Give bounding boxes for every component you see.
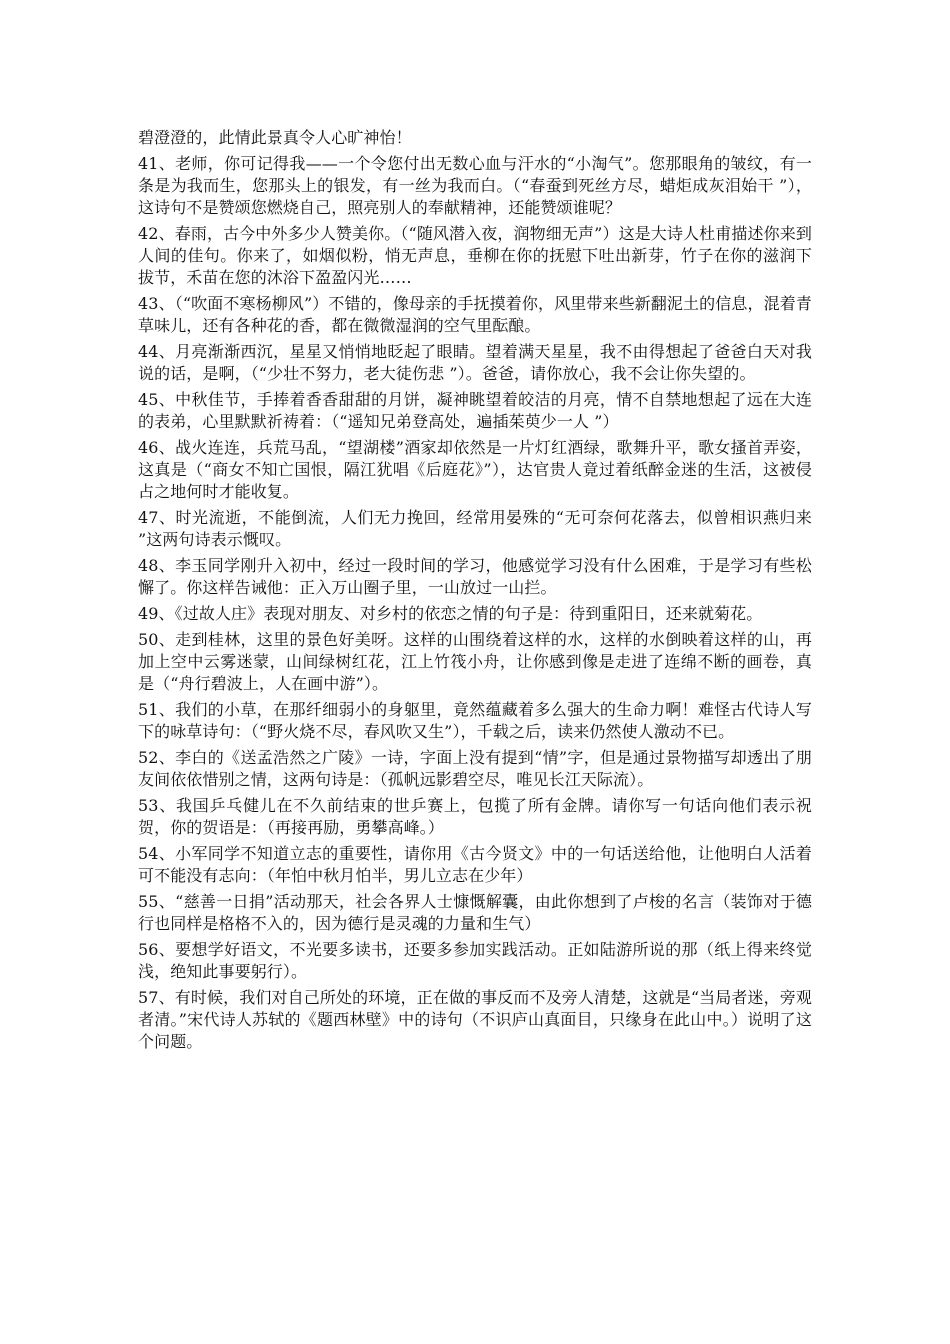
paragraph-item-42: 42、春雨，古今中外多少人赞美你。（“随风潜入夜，润物细无声”）这是大诗人杜甫描述你来到人间的佳句。你来了，如烟似粉，悄无声息，垂柳在你的抚慰下吐出新芽，竹子在你的滋润下拔节，禾苗在您的沐浴下盈盈闪光……: [138, 224, 812, 287]
paragraph-item-50: 50、走到桂林，这里的景色好美呀。这样的山围绕着这样的水，这样的水倒映着这样的山，再加上空中云雾迷蒙，山间绿树红花，江上竹筏小舟，让你感到像是走进了连绵不断的画卷，真是（“舟行碧波上，人在画中游”）。: [138, 630, 812, 693]
paragraph-item-51: 51、我们的小草，在那纤细弱小的身躯里，竟然蕴藏着多么强大的生命力啊！难怪古代诗人写下的咏草诗句：（“野火烧不尽，春风吹又生”），千载之后，读来仍然使人激动不已。: [138, 700, 812, 741]
paragraph-item-52: 52、李白的《送孟浩然之广陵》一诗，字面上没有提到“情”字，但是通过景物描写却透出了朋友间依依惜别之情，这两句诗是：（孤帆远影碧空尽，唯见长江天际流）。: [138, 748, 812, 789]
paragraph-item-49: 49、《过故人庄》表现对朋友、对乡村的依恋之情的句子是：待到重阳日，还来就菊花。: [138, 604, 763, 623]
paragraph-item-43: 43、（“吹面不寒杨柳风”）不错的，像母亲的手抚摸着你，风里带来些新翻泥土的信息，混着青草味儿，还有各种花的香，都在微微湿润的空气里酝酿。: [138, 294, 812, 335]
paragraph-item-46: 46、战火连连，兵荒马乱，“望湖楼”酒家却依然是一片灯红酒绿，歌舞升平，歌女搔首弄姿，这真是（“商女不知亡国恨，隔江犹唱《后庭花》”），达官贵人竟过着纸醉金迷的生活，这被侵占之地何时才能收复。: [138, 438, 812, 501]
paragraph-item-54: 54、小军同学不知道立志的重要性，请你用《古今贤文》中的一句话送给他，让他明白人活着可不能没有志向：（年怕中秋月怕半，男儿立志在少年）: [138, 844, 812, 885]
paragraph-item-57: 57、有时候，我们对自己所处的环境，正在做的事反而不及旁人清楚，这就是“当局者迷，旁观者清。”宋代诗人苏轼的《题西林壁》中的诗句（不识庐山真面目，只缘身在此山中。）说明了这个问题。: [138, 988, 812, 1051]
paragraph-item-45: 45、中秋佳节，手捧着香香甜甜的月饼，凝神眺望着皎洁的月亮，情不自禁地想起了远在大连的表弟，心里默默祈祷着：（“遥知兄弟登高处，遍插茱萸少一人 ”）: [138, 390, 812, 431]
document-body: [138, 127, 812, 1057]
paragraph-item-56: 56、要想学好语文，不光要多读书，还要多参加实践活动。正如陆游所说的那（纸上得来终觉浅，绝知此事要躬行）。: [138, 940, 812, 981]
paragraph-continuation: 碧澄澄的，此情此景真令人心旷神怡！: [138, 128, 412, 147]
paragraph-item-55: 55、“慈善一日捐”活动那天，社会各界人士慷慨解囊，由此你想到了卢梭的名言（装饰对于德行也同样是格格不入的，因为德行是灵魂的力量和生气）: [138, 892, 812, 933]
paragraph-item-41: 41、老师，你可记得我——一个令您付出无数心血与汗水的“小淘气”。您那眼角的皱纹，有一条是为我而生，您那头上的银发，有一丝为我而白。（“春蚕到死丝方尽，蜡炬成灰泪始干 ”），这诗句不是赞颂您燃烧自己，照亮别人的奉献精神，还能赞颂谁呢？: [138, 154, 812, 217]
paragraph-item-48: 48、李玉同学刚升入初中，经过一段时间的学习，他感觉学习没有什么困难，于是学习有些松懈了。你这样告诫他：正入万山圈子里，一山放过一山拦。: [138, 556, 812, 597]
paragraph-item-47: 47、时光流逝，不能倒流，人们无力挽回，经常用晏殊的“无可奈何花落去，似曾相识燕归来 ”这两句诗表示慨叹。: [138, 508, 812, 549]
paragraph-item-53: 53、我国乒乓健儿在不久前结束的世乒赛上，包揽了所有金牌。请你写一句话向他们表示祝贺，你的贺语是：（再接再励，勇攀高峰。）: [138, 796, 812, 837]
paragraph-item-44: 44、月亮渐渐西沉，星星又悄悄地眨起了眼睛。望着满天星星，我不由得想起了爸爸白天对我说的话，是啊，（“少壮不努力，老大徒伤悲 ”）。爸爸，请你放心，我不会让你失望的。: [138, 342, 812, 383]
